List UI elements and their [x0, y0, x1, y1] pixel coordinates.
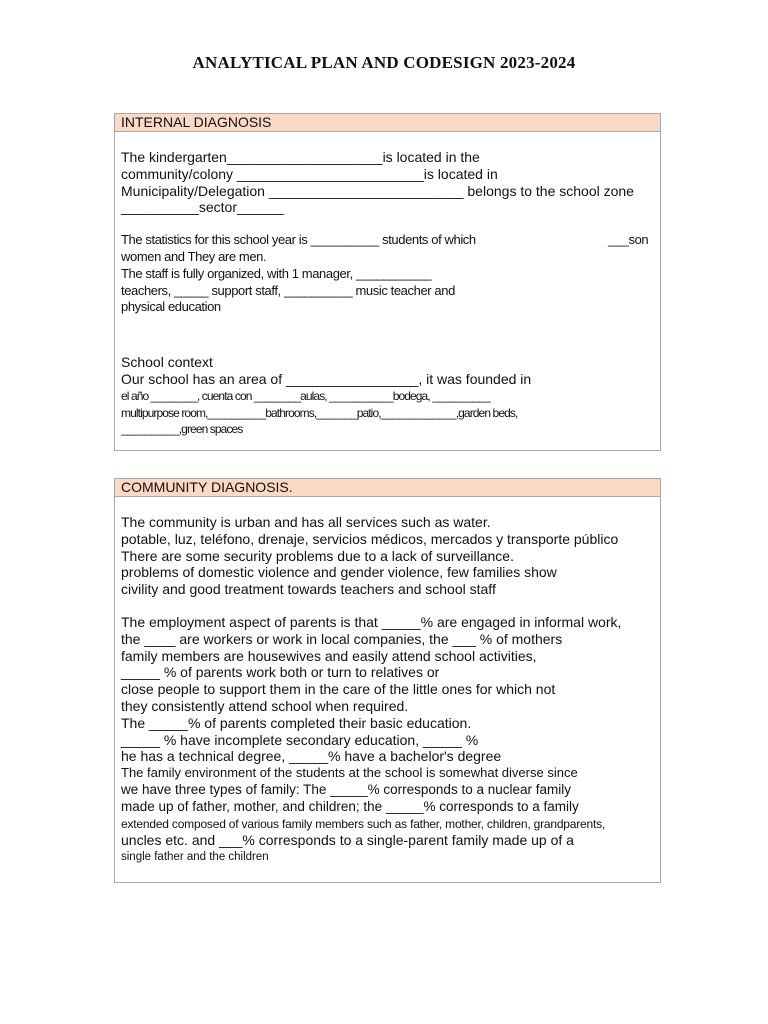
degree-line: he has a technical degree, _____% have a bachelor's degree: [121, 748, 502, 765]
municipality-line: Municipality/Delegation _________________________ belongs to the school zone: [121, 182, 634, 199]
parents-work-line: _____ % of parents work both or turn to relatives or: [121, 664, 440, 681]
secondary-education-line: _____ % have incomplete secondary education, _____ %: [121, 731, 479, 748]
housewives-line: family members are housewives and easily attend school activities,: [121, 647, 537, 664]
community-services-line: The community is urban and has all services such as water.: [121, 514, 491, 530]
statistics-son: ___son: [608, 232, 649, 248]
community-colony-line: community/colony ________________________is located in: [121, 165, 498, 182]
statistics-text: The statistics for this school year is __________ students of which: [121, 232, 476, 248]
single-parent-line: uncles etc. and ___% corresponds to a single-parent family made up of a: [121, 832, 574, 849]
teachers-line: teachers, _____ support staff, __________ music teacher and: [121, 282, 455, 298]
basic-education-line: The _____% of parents completed their basic education.: [121, 714, 472, 731]
extended-family-line: extended composed of various family members such as father, mother, children, grandparents,: [121, 816, 606, 831]
attendance-line: they consistently attend school when required.: [121, 697, 409, 714]
domestic-violence-line: problems of domestic violence and gender violence, few families show: [121, 564, 557, 581]
sector-line: __________sector______: [121, 199, 284, 216]
green-spaces-line: __________,green spaces: [121, 422, 243, 437]
community-services-list-line: potable, luz, teléfono, drenaje, servicios médicos, mercados y transporte público: [121, 530, 619, 547]
kindergarten-line: The kindergarten____________________is located in the: [121, 149, 480, 165]
school-area-line: Our school has an area of _________________, it was founded in: [121, 370, 532, 387]
civility-line: civility and good treatment towards teachers and school staff: [121, 581, 496, 598]
statistics-gender-line: women and They are men.: [121, 248, 267, 264]
family-environment-line: The family environment of the students at the school is somewhat diverse since: [121, 765, 578, 781]
close-people-line: close people to support them in the care of the little ones for which not: [121, 681, 556, 698]
statistics-line: [121, 232, 660, 249]
community-diagnosis-section: [114, 478, 661, 883]
school-rooms-line: multipurpose room,__________bathrooms,_______patio,_____________,garden beds,: [121, 405, 518, 420]
staff-line: The staff is fully organized, with 1 manager, ___________: [121, 265, 432, 281]
school-context-heading: School context: [121, 354, 213, 371]
community-diagnosis-header: COMMUNITY DIAGNOSIS.: [115, 479, 660, 497]
single-father-line: single father and the children: [121, 851, 269, 864]
workers-line: the ____ are workers or work in local companies, the ___ % of mothers: [121, 630, 563, 647]
security-problems-line: There are some security problems due to a lack of surveillance.: [121, 547, 514, 564]
page-title: ANALYTICAL PLAN AND CODESIGN 2023-2024: [192, 53, 576, 72]
internal-diagnosis-header: INTERNAL DIAGNOSIS: [115, 114, 660, 132]
family-types-line: we have three types of family: The _____% corresponds to a nuclear family: [121, 781, 571, 797]
employment-line: The employment aspect of parents is that _____% are engaged in informal work,: [121, 613, 622, 630]
nuclear-family-line: made up of father, mother, and children; the _____% corresponds to a family: [121, 798, 579, 814]
internal-diagnosis-section: [114, 113, 661, 451]
physical-education-line: physical education: [121, 299, 221, 315]
school-facilities-line: el año ________, cuenta con ________aulas, ___________bodega, __________: [121, 388, 490, 403]
